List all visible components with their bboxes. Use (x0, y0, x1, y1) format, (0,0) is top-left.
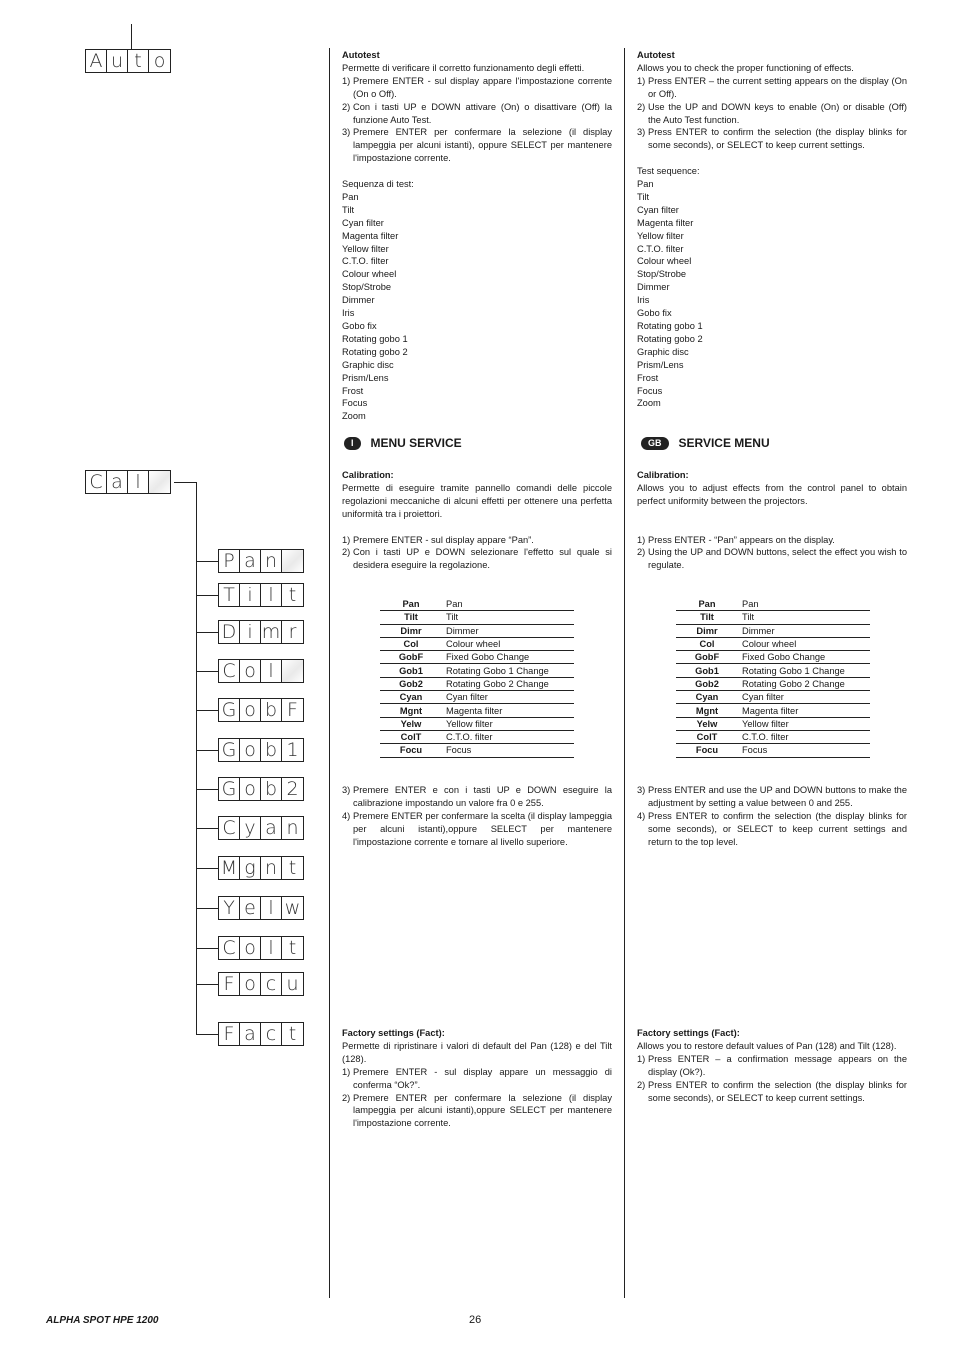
sequence-item: Tilt (342, 204, 355, 215)
table-row (380, 624, 574, 637)
connector-line (196, 948, 218, 949)
display-char: l (261, 897, 282, 919)
display-char: l (261, 660, 282, 682)
description-cell: Colour wheel (738, 637, 870, 650)
display-char: b (261, 699, 282, 721)
description-cell: Pan (738, 598, 870, 611)
connector-line (196, 908, 218, 909)
display-char: a (261, 817, 282, 839)
sequence-item: Zoom (637, 398, 661, 409)
sequence-item: Colour wheel (637, 256, 692, 267)
display-char: u (286, 973, 299, 995)
code-cell: Tilt (676, 611, 738, 624)
it-calibration-steps-after (342, 784, 612, 849)
display-char: G (219, 739, 240, 761)
display-mgnt (218, 856, 304, 880)
display-char: c (261, 1023, 282, 1045)
display-char: F (219, 973, 240, 995)
sequence-item: Pan (342, 191, 359, 202)
sequence-item: C.T.O. filter (342, 256, 389, 267)
step-item: 1) Premere ENTER - sul display appare un messaggio di conferma “Ok?”. (342, 1066, 612, 1090)
display-char: o (240, 778, 261, 800)
display-char: g (240, 857, 261, 879)
sequence-item: Prism/Lens (637, 359, 684, 370)
table-row (676, 624, 870, 637)
sequence-item: Magenta filter (342, 230, 399, 241)
description-cell: Rotating Gobo 2 Change (442, 677, 574, 690)
column-divider (329, 48, 330, 1298)
it-autotest-intro: Permette di verificare il corretto funzionamento degli effetti. (342, 62, 585, 73)
it-factory-intro: Permette di ripristinare i valori di default del Pan (128) e del Tilt (128). (342, 1040, 612, 1064)
step-item: 4) Premere ENTER per confermare la scelta (il display lampeggia per alcuni istanti),oppure SELECT per mantenere l'impostazione corrente e tornare al livello superiore. (342, 810, 612, 847)
display-char: i (240, 584, 261, 606)
table-row (380, 691, 574, 704)
display-char: o (240, 937, 261, 959)
page-number: 26 (469, 1314, 482, 1326)
code-cell: Tilt (380, 611, 442, 624)
table-row (380, 717, 574, 730)
step-item: 3) Press ENTER to confirm the selection (the display blinks for some seconds), or SELECT to keep current settings. (637, 127, 907, 151)
display-char: C (219, 817, 240, 839)
en-factory-steps (637, 1053, 907, 1105)
code-cell: Pan (380, 598, 442, 611)
code-cell: Col (380, 637, 442, 650)
description-cell: Yellow filter (442, 717, 574, 730)
en-sequence-list (637, 178, 907, 410)
code-cell: Gob2 (380, 677, 442, 690)
step-item: 2) Using the UP and DOWN buttons, select the effect you wish to regulate. (637, 547, 907, 571)
sequence-item: Rotating gobo 1 (637, 321, 703, 332)
table-row (676, 744, 870, 757)
table-row (676, 704, 870, 717)
sequence-item: Graphic disc (342, 359, 394, 370)
en-calibration (637, 469, 907, 572)
it-autotest-steps (342, 75, 612, 165)
en-factory (637, 1027, 907, 1104)
step-item: 1) Premere ENTER - sul display appare l'impostazione corrente (On o Off). (342, 75, 612, 99)
display-char: m (261, 621, 281, 643)
code-cell: Gob2 (676, 677, 738, 690)
display-char: A (86, 50, 107, 72)
display-char: F (219, 1023, 240, 1045)
code-cell: Col (676, 637, 738, 650)
display-char: e (240, 897, 261, 919)
description-cell: Rotating Gobo 1 Change (442, 664, 574, 677)
connector-line (196, 750, 218, 751)
it-autotest-title: Autotest (342, 50, 380, 60)
description-cell: Colour wheel (442, 637, 574, 650)
code-cell: Focu (676, 744, 738, 757)
display-char: a (107, 471, 128, 493)
it-sequence-title: Sequenza di test: (342, 179, 414, 190)
display-cal (85, 470, 171, 494)
connector-line (196, 482, 197, 1035)
en-codes-table (676, 598, 870, 758)
connector-line (196, 984, 218, 985)
connector-line (196, 671, 218, 672)
step-item: 2) Use the UP and DOWN keys to enable (On) or disable (Off) the Auto Test function. (637, 101, 907, 125)
display-char (282, 660, 303, 682)
sequence-item: Gobo fix (342, 321, 377, 332)
step-item: 3) Premere ENTER per confermare la selezione (il display lampeggia per alcuni istanti), oppure SELECT per mantenere l'impostazione corrente. (342, 127, 612, 164)
display-char: b (261, 739, 282, 761)
step-item: 1) Press ENTER – a confirmation message appears on the display (Ok?). (637, 1053, 907, 1077)
table-row (676, 664, 870, 677)
sequence-item: Magenta filter (637, 217, 694, 228)
display-tilt (218, 583, 304, 607)
display-char: c (261, 973, 282, 995)
sequence-item: Iris (342, 308, 355, 319)
it-calibration-steps (342, 534, 612, 573)
description-cell: Focus (442, 744, 574, 757)
it-calibration-more (342, 784, 612, 849)
display-char: D (219, 621, 240, 643)
display-fact (218, 1022, 304, 1046)
connector-line (196, 561, 218, 562)
table-row (676, 691, 870, 704)
column-divider (624, 48, 625, 1298)
display-char: t (288, 1023, 297, 1045)
sequence-item: Yellow filter (342, 243, 389, 254)
display-char: G (219, 778, 240, 800)
sequence-item: Iris (637, 295, 650, 306)
code-cell: Mgnt (676, 704, 738, 717)
table-row (676, 651, 870, 664)
display-char: i (240, 621, 261, 643)
code-cell: ColT (676, 730, 738, 743)
connector-line (196, 1034, 218, 1035)
table-row (380, 730, 574, 743)
step-item: 3) Premere ENTER e con i tasti UP e DOWN eseguire la calibrazione impostando un valore fra 0 e 255. (342, 785, 612, 808)
sequence-item: Stop/Strobe (342, 282, 392, 293)
code-cell: Cyan (676, 691, 738, 704)
language-badge-gb: GB (641, 437, 669, 450)
display-char: o (240, 699, 261, 721)
display-char: o (240, 739, 261, 761)
description-cell: C.T.O. filter (442, 730, 574, 743)
sequence-item: Stop/Strobe (637, 269, 687, 280)
display-char: t (288, 857, 297, 879)
step-item: 1) Premere ENTER - sul display appare “Pan”. (342, 534, 534, 545)
description-cell: Pan (442, 598, 574, 611)
display-char: o (240, 973, 261, 995)
display-char: l (261, 937, 282, 959)
it-calibration-title: Calibration: (342, 470, 394, 480)
sequence-item: Colour wheel (342, 269, 397, 280)
step-item: 2) Con i tasti UP e DOWN attivare (On) o disattivare (Off) la funzione Auto Test. (342, 101, 612, 125)
display-char: C (219, 937, 240, 959)
display-char: P (219, 550, 240, 572)
display-char: C (219, 660, 240, 682)
en-calibration-more (637, 784, 907, 849)
display-char: a (240, 550, 261, 572)
sequence-item: Rotating gobo 2 (637, 333, 703, 344)
table-row (676, 598, 870, 611)
connector-line (196, 632, 218, 633)
display-char: u (107, 50, 128, 72)
display-col (218, 659, 304, 683)
display-char: l (128, 471, 149, 493)
connector-line (196, 828, 218, 829)
display-colt (218, 936, 304, 960)
it-autotest (342, 49, 612, 423)
description-cell: Tilt (738, 611, 870, 624)
description-cell: Dimmer (738, 624, 870, 637)
it-factory-steps (342, 1066, 612, 1131)
table-row (676, 717, 870, 730)
code-cell: Cyan (380, 691, 442, 704)
display-char: 1 (286, 739, 299, 761)
sequence-item: Tilt (637, 191, 650, 202)
display-cyan (218, 816, 304, 840)
display-char: F (287, 699, 298, 721)
display-char: w (284, 897, 301, 919)
description-cell: Tilt (442, 611, 574, 624)
sequence-item: Rotating gobo 2 (342, 346, 408, 357)
en-calibration-steps-after (637, 784, 907, 849)
display-char: 2 (286, 778, 299, 800)
it-sequence-list (342, 191, 612, 423)
display-char: l (261, 584, 282, 606)
display-char: C (86, 471, 107, 493)
table-row (380, 744, 574, 757)
sequence-item: Cyan filter (342, 217, 384, 228)
en-factory-intro: Allows you to restore default values of Pan (128) and Tilt (128). (637, 1040, 897, 1051)
code-cell: Focu (380, 744, 442, 757)
step-item: 3) Press ENTER and use the UP and DOWN buttons to make the adjustment by setting a value between 0 and 255. (637, 785, 907, 808)
display-char: t (288, 584, 297, 606)
code-cell: Pan (676, 598, 738, 611)
display-char (282, 550, 303, 572)
code-cell: ColT (380, 730, 442, 743)
display-dimr (218, 620, 304, 644)
sequence-item: Gobo fix (637, 308, 672, 319)
sequence-item: Pan (637, 179, 654, 190)
sequence-item: Yellow filter (637, 230, 684, 241)
sequence-item: Zoom (342, 411, 366, 422)
display-char: o (153, 50, 166, 72)
step-item: 2) Press ENTER to confirm the selection (the display blinks for some seconds), or SELECT to keep current settings. (637, 1079, 907, 1103)
step-item: 1) Press ENTER - “Pan” appears on the display. (637, 534, 835, 545)
display-char: a (240, 1023, 261, 1045)
display-char: o (240, 660, 261, 682)
sequence-item: Cyan filter (637, 204, 679, 215)
display-auto (85, 49, 171, 73)
code-cell: Gob1 (380, 664, 442, 677)
sequence-item: Rotating gobo 1 (342, 333, 408, 344)
code-cell: GobF (380, 651, 442, 664)
sequence-item: Focus (637, 385, 663, 396)
sequence-item: Frost (637, 372, 659, 383)
it-calibration (342, 469, 612, 572)
en-calibration-steps (637, 534, 907, 573)
table-row (380, 664, 574, 677)
description-cell: Dimmer (442, 624, 574, 637)
display-char: n (261, 857, 282, 879)
step-item: 2) Premere ENTER per confermare la selezione (il display lampeggia per alcuni istanti),oppure SELECT per mantenere l'impostazione corrente. (342, 1092, 612, 1129)
display-char: b (261, 778, 282, 800)
language-badge-it: I (344, 437, 361, 450)
sequence-item: Focus (342, 398, 368, 409)
display-char: y (240, 817, 261, 839)
code-cell: GobF (676, 651, 738, 664)
sequence-item: Dimmer (342, 295, 375, 306)
sequence-item: Prism/Lens (342, 372, 389, 383)
display-focu (218, 972, 304, 996)
table-row (380, 704, 574, 717)
en-factory-title: Factory settings (Fact): (637, 1028, 740, 1038)
display-char: G (219, 699, 240, 721)
step-item: 2) Con i tasti UP e DOWN selezionare l'effetto sul quale si desidera eseguire la regolazione. (342, 547, 612, 571)
connector-line (196, 710, 218, 711)
code-cell: Yelw (380, 717, 442, 730)
table-row (676, 677, 870, 690)
connector-line (196, 789, 218, 790)
display-char: Y (219, 897, 240, 919)
en-calibration-intro: Allows you to adjust effects from the control panel to obtain perfect uniformity between the projectors. (637, 482, 907, 506)
table-row (676, 730, 870, 743)
description-cell: Rotating Gobo 2 Change (738, 677, 870, 690)
display-char (149, 471, 170, 493)
code-cell: Mgnt (380, 704, 442, 717)
connector-line (196, 595, 218, 596)
en-autotest-intro: Allows you to check the proper functioning of effects. (637, 62, 854, 73)
en-calibration-title: Calibration: (637, 470, 689, 480)
en-menu-title: SERVICE MENU (678, 436, 770, 450)
it-factory (342, 1027, 612, 1130)
display-pan (218, 549, 304, 573)
it-factory-title: Factory settings (Fact): (342, 1028, 445, 1038)
description-cell: Rotating Gobo 1 Change (738, 664, 870, 677)
display-char: n (286, 817, 299, 839)
display-char: M (219, 857, 240, 879)
table-row (380, 651, 574, 664)
display-char: t (128, 50, 149, 72)
display-char: t (288, 937, 297, 959)
code-cell: Gob1 (676, 664, 738, 677)
display-char: n (261, 550, 282, 572)
it-calibration-intro: Permette di eseguire tramite pannello comandi delle piccole regolazioni meccaniche di alcuni effetti per ottenere una perfetta uniformità tra i proiettori. (342, 482, 612, 519)
display-char: r (288, 621, 297, 643)
en-section-header (641, 436, 770, 450)
display-gob1 (218, 738, 304, 762)
table-row (676, 637, 870, 650)
code-cell: Dimr (676, 624, 738, 637)
it-section-header (344, 436, 462, 450)
description-cell: Magenta filter (738, 704, 870, 717)
description-cell: C.T.O. filter (738, 730, 870, 743)
sequence-item: Frost (342, 385, 364, 396)
description-cell: Yellow filter (738, 717, 870, 730)
step-item: 4) Press ENTER to confirm the selection (the display blinks for some seconds), or SELECT to keep current settings and return to the top level. (637, 810, 907, 847)
en-autotest-steps (637, 75, 907, 152)
table-row (380, 598, 574, 611)
table-row (380, 611, 574, 624)
table-row (676, 611, 870, 624)
sequence-item: C.T.O. filter (637, 243, 684, 254)
description-cell: Fixed Gobo Change (738, 651, 870, 664)
en-sequence-title: Test sequence: (637, 166, 700, 177)
it-menu-title: MENU SERVICE (370, 436, 462, 450)
code-cell: Dimr (380, 624, 442, 637)
en-autotest-title: Autotest (637, 50, 675, 60)
display-gob2 (218, 777, 304, 801)
connector-line (131, 24, 132, 49)
sequence-item: Graphic disc (637, 346, 689, 357)
table-row (380, 677, 574, 690)
description-cell: Magenta filter (442, 704, 574, 717)
product-name: ALPHA SPOT HPE 1200 (46, 1315, 159, 1326)
table-row (380, 637, 574, 650)
step-item: 1) Press ENTER – the current setting appears on the display (On or Off). (637, 75, 907, 99)
connector-line (174, 482, 197, 483)
it-codes-table (380, 598, 574, 758)
description-cell: Focus (738, 744, 870, 757)
display-yelw (218, 896, 304, 920)
display-gobf (218, 698, 304, 722)
description-cell: Cyan filter (738, 691, 870, 704)
en-autotest (637, 49, 907, 410)
sequence-item: Dimmer (637, 282, 670, 293)
display-char: T (219, 584, 240, 606)
connector-line (196, 868, 218, 869)
description-cell: Fixed Gobo Change (442, 651, 574, 664)
code-cell: Yelw (676, 717, 738, 730)
description-cell: Cyan filter (442, 691, 574, 704)
